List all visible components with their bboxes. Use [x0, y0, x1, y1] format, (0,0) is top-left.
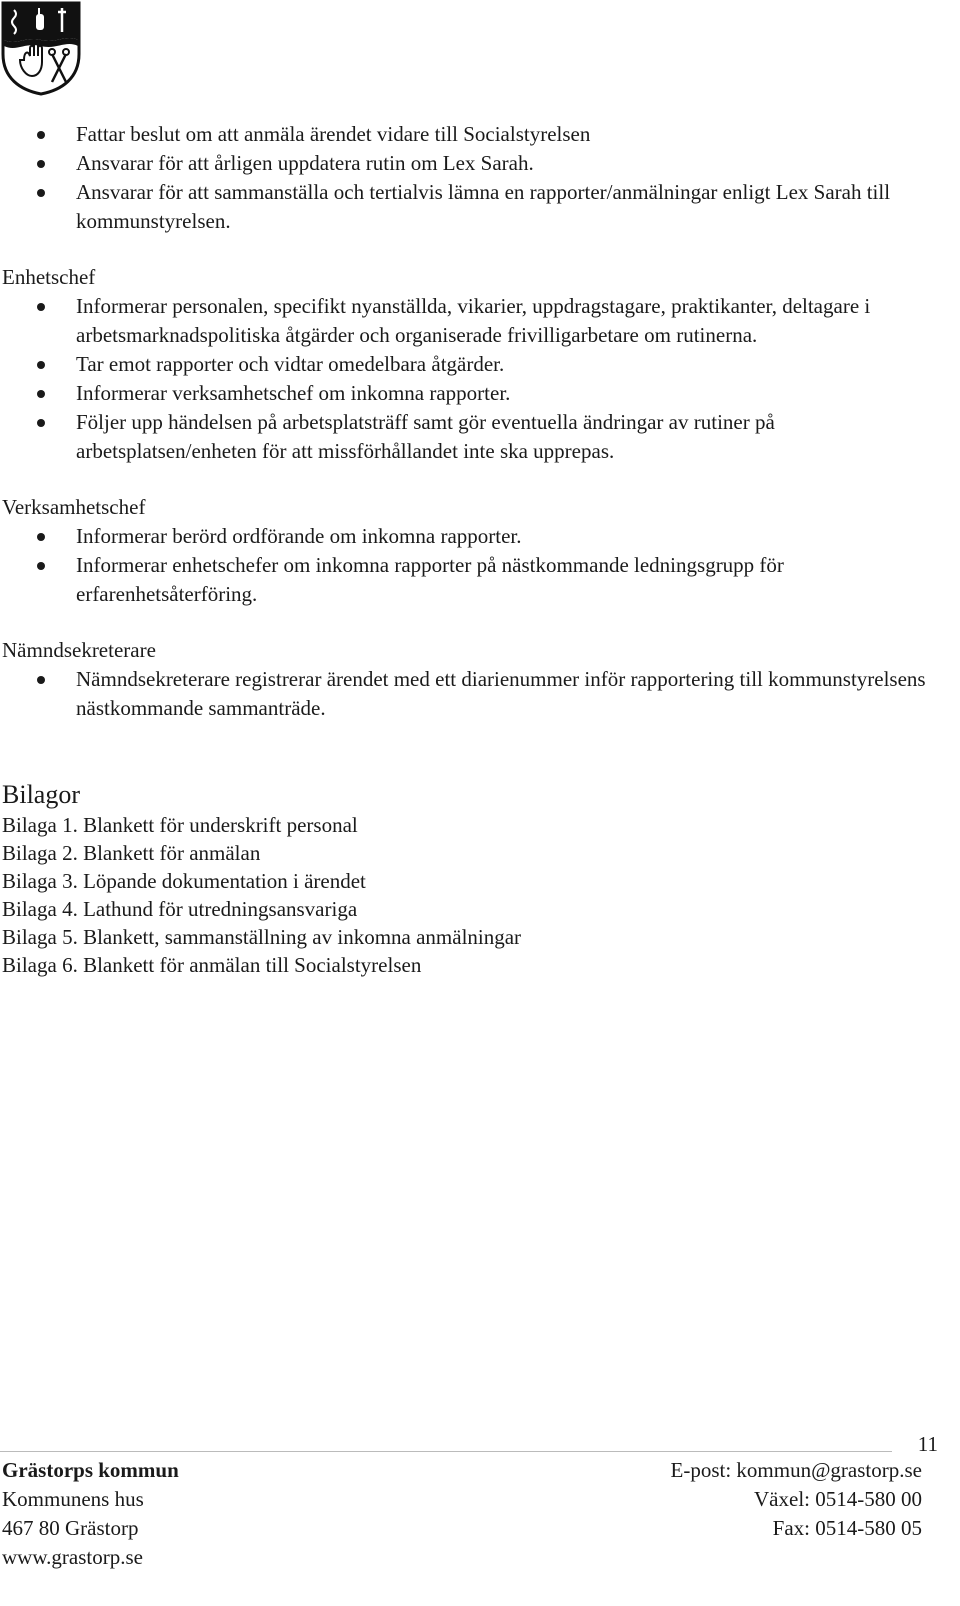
bullet-item: Nämndsekreterare registrerar ärendet med ett diarienummer inför rapportering till kommunstyrelsens nästkommande sammanträde.: [0, 665, 940, 723]
coat-of-arms-logo: [0, 0, 82, 96]
footer-website-link[interactable]: www.grastorp.se: [2, 1545, 143, 1569]
section-heading-enhetschef: Enhetschef: [2, 265, 96, 289]
bilaga-item: Bilaga 3. Löpande dokumentation i ärendet: [2, 869, 366, 893]
bullet-item: Fattar beslut om att anmäla ärendet vidare till Socialstyrelsen: [0, 120, 940, 149]
footer-address-line: 467 80 Grästorp: [2, 1516, 139, 1540]
bullet-item: Informerar enhetschefer om inkomna rapporter på nästkommande ledningsgrupp för erfarenhetsåterföring.: [0, 551, 940, 609]
namndsekreterare-bullet-list: [0, 665, 940, 723]
footer-contact-block: [671, 1456, 922, 1543]
footer-org-name: Grästorps kommun: [2, 1458, 179, 1482]
bullet-item: Följer upp händelsen på arbetsplatsträff samt gör eventuella ändringar av rutiner på arbetsplatsen/enheten för att missförhållandet inte ska upprepas.: [0, 408, 940, 466]
bilaga-item: Bilaga 5. Blankett, sammanställning av inkomna anmälningar: [2, 925, 522, 949]
document-body: [0, 120, 940, 979]
footer-divider: [0, 1451, 892, 1452]
footer-address-line: Kommunens hus: [2, 1487, 144, 1511]
footer-fax: Fax: 0514-580 05: [772, 1516, 922, 1540]
footer-address-block: [2, 1456, 179, 1572]
bullet-item: Ansvarar för att sammanställa och tertialvis lämna en rapporter/anmälningar enligt Lex Sarah till kommunstyrelsen.: [0, 178, 940, 236]
bilaga-item: Bilaga 4. Lathund för utredningsansvariga: [2, 897, 358, 921]
bullet-item: Ansvarar för att årligen uppdatera rutin om Lex Sarah.: [0, 149, 940, 178]
bullet-item: Tar emot rapporter och vidtar omedelbara åtgärder.: [0, 350, 940, 379]
bilaga-list: [0, 811, 940, 979]
bilaga-item: Bilaga 1. Blankett för underskrift personal: [2, 813, 358, 837]
bilagor-heading: Bilagor: [2, 780, 80, 809]
bullet-item: Informerar personalen, specifikt nyanställda, vikarier, uppdragstagare, praktikanter, deltagare i arbetsmarknadspolitiska åtgärder och organiserade frivilligarbetare om rutinerna.: [0, 292, 940, 350]
bilaga-item: Bilaga 2. Blankett för anmälan: [2, 841, 261, 865]
footer-phone: Växel: 0514-580 00: [754, 1487, 922, 1511]
bilaga-item: Bilaga 6. Blankett för anmälan till Socialstyrelsen: [2, 953, 422, 977]
bullet-item: Informerar berörd ordförande om inkomna rapporter.: [0, 522, 940, 551]
bullet-item: Informerar verksamhetschef om inkomna rapporter.: [0, 379, 940, 408]
section-heading-verksamhetschef: Verksamhetschef: [2, 495, 146, 519]
enhetschef-bullet-list: [0, 292, 940, 466]
intro-bullet-list: [0, 120, 940, 236]
footer-email[interactable]: E-post: kommun@grastorp.se: [670, 1458, 922, 1482]
page-footer: [0, 1428, 940, 1606]
section-heading-namndsekreterare: Nämndsekreterare: [2, 638, 156, 662]
verksamhetschef-bullet-list: [0, 522, 940, 609]
page-number: 11: [917, 1432, 938, 1456]
